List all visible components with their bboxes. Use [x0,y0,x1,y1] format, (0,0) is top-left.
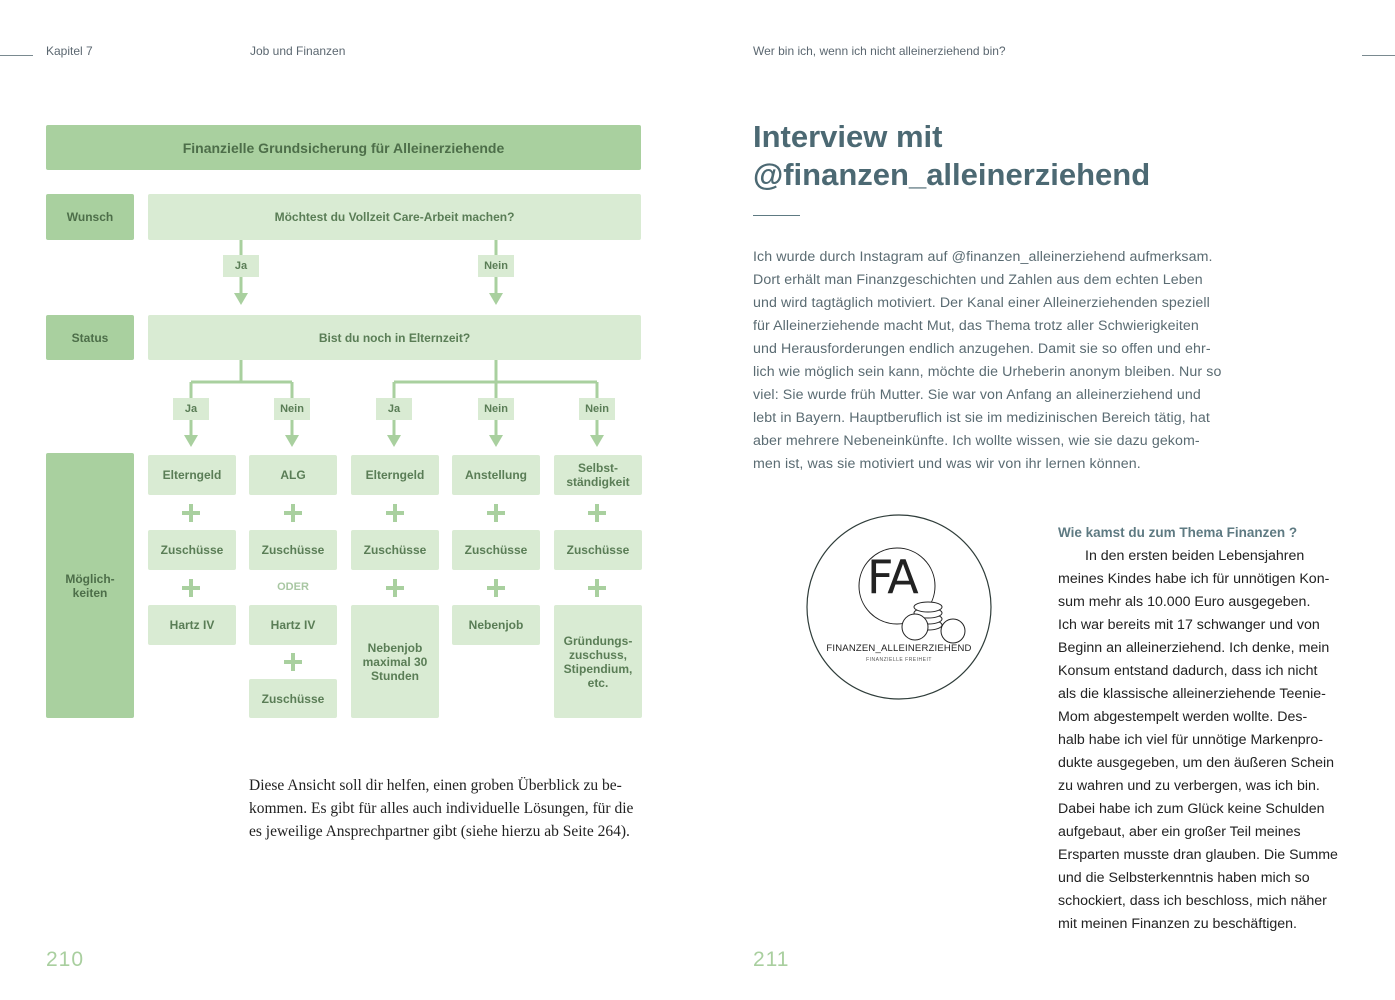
caption-line: es jeweilige Ansprechpartner gibt (siehe hierzu ab Seite 264). [249,823,630,840]
branch-label: Nein [579,398,615,420]
title-rule [753,215,800,216]
option-bottom: Hartz IV [249,605,337,645]
option-bottom: Hartz IV [148,605,236,645]
option-top: Elterngeld [351,455,439,495]
plus-icon [587,578,607,598]
interview-answer: In den ersten beiden Lebensjahren meines Kindes habe ich für unnötigen Kon- sum mehr als 10.000 Euro ausgegeben. Ich war bereits mit 17 schwanger und von Beginn an alleinerziehend. Ich denke, mein Konsum entstand dadurch, dass ich nicht als die klassische alleinerziehende Teenie- Mom abgestempelt werden wollte. Des- halb habe ich viel für unnötige Markenpro- dukte ausgegeben, um den äußeren Schein zu wahren und zu verbergen, was ich bin. Dabei habe ich zum Glück keine Schulden aufgebaut, aber ein großer Teil meines Ersparten musste dran glauben. Die Summe und die Selbsterkenntnis haben mich so schockiert, dass ich beschloss, mich näher mit meinen Finanzen zu beschäftigen. [1058,548,1338,932]
or-label: ODER [277,581,309,593]
flowchart-caption [249,774,649,843]
chapter-label: Kapitel 7 [46,44,93,58]
header-rule-right [1362,55,1395,56]
option-bottom: Gründungs- zuschuss, Stipendium, etc. [554,605,642,718]
row-label-status: Status [46,315,134,360]
q1-no-label: Nein [478,255,514,277]
section-label: Job und Finanzen [250,44,346,58]
option-top: Anstellung [452,455,540,495]
interview-question: Wie kamst du zum Thema Finanzen ? [1058,525,1298,540]
row-label-wunsch: Wunsch [46,194,134,240]
q1-yes-label: Ja [223,255,259,277]
plus-icon [385,578,405,598]
plus-icon [181,578,201,598]
plus-icon [283,503,303,523]
option-bottom: Nebenjob [452,605,540,645]
branch-label: Ja [173,398,209,420]
plus-icon [486,578,506,598]
question-elternzeit: Bist du noch in Elternzeit? [148,315,641,360]
option-mid: Zuschüsse [452,530,540,570]
option-bottom: Nebenjob maximal 30 Stunden [351,605,439,718]
page-number-left: 210 [46,948,85,971]
logo-tagline: FINANZIELLE FREIHEIT [866,657,932,663]
row-label-moeglichkeiten: Möglich- keiten [46,453,134,718]
branch-label: Nein [478,398,514,420]
plus-icon [181,503,201,523]
plus-icon [385,503,405,523]
option-mid: Zuschüsse [249,530,337,570]
plus-icon [486,503,506,523]
option-top: Elterngeld [148,455,236,495]
finanzen-logo [805,513,993,701]
option-extra: Zuschüsse [249,679,337,718]
page-number-right: 211 [753,948,790,971]
intro-paragraph: Ich wurde durch Instagram auf @finanzen_alleinerziehend aufmerksam. Dort erhält man Finanzgeschichten und Zahlen aus dem echten Leben und wird tagtäglich motiviert. Der Kanal einer Alleinerziehenden speziell für Alleinerziehende macht Mut, das Thema trotz aller Schwierigkeiten und Herausforderungen endlich anzugehen. Damit sie so offen und ehr- lich wie möglich sein kann, möchte die Urheberin anonym bleiben. Nur so viel: Sie wurde früh Mutter. Sie war von Anfang an alleinerziehend und lebt in Bayern. Hauptberuflich ist sie im medizinischen Bereich tätig, hat aber mehrere Nebeneinkünfte. Ich wollte wissen, wie sie dazu gekom- men ist, was sie motiviert und was wir von ihr lernen können. [753,249,1222,472]
option-mid: Zuschüsse [351,530,439,570]
caption-line: kommen. Es gibt für alles auch individuelle Lösungen, für die [249,800,634,817]
flowchart-title: Finanzielle Grundsicherung für Alleinerziehende [46,125,641,170]
running-header-right: Wer bin ich, wenn ich nicht alleinerziehend bin? [753,44,1006,58]
option-top: ALG [249,455,337,495]
branch-label: Nein [274,398,310,420]
option-mid: Zuschüsse [554,530,642,570]
logo-initials: FA [867,550,917,604]
branch-label: Ja [376,398,412,420]
option-mid: Zuschüsse [148,530,236,570]
plus-icon [283,652,303,672]
plus-icon [587,503,607,523]
logo-graphic [805,513,993,701]
caption-line: Diese Ansicht soll dir helfen, einen groben Überblick zu be- [249,777,622,794]
option-top: Selbst- ständigkeit [554,455,642,495]
page-title: Interview mit @finanzen_alleinerziehend [753,119,1151,192]
question-care-work: Möchtest du Vollzeit Care-Arbeit machen? [148,194,641,240]
logo-name: FINANZEN_ALLEINERZIEHEND [826,643,972,654]
